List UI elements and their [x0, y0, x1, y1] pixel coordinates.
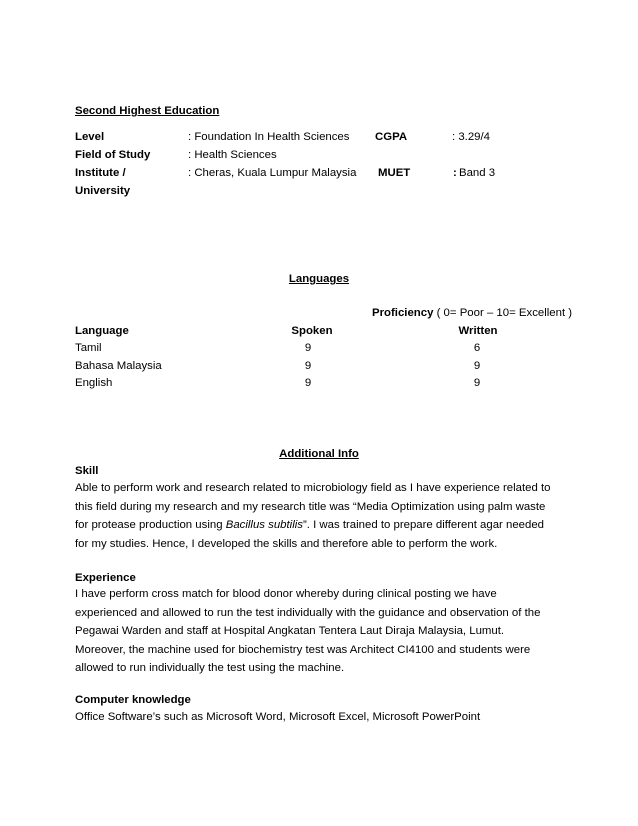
lang-row-spoken: 9 — [304, 377, 312, 389]
lang-row-spoken: 9 — [304, 360, 312, 372]
institute-value: : Cheras, Kuala Lumpur Malaysia — [188, 167, 357, 179]
cgpa-label: CGPA — [375, 131, 408, 143]
experience-line: allowed to run individually the test using the machine. — [75, 662, 345, 675]
skill-line: for my studies. Hence, I developed the skills and therefore able to perform the work. — [75, 537, 498, 550]
col-language: Language — [75, 325, 129, 337]
level-label: Level — [75, 131, 105, 143]
proficiency-note — [372, 306, 572, 320]
skill-paragraph — [75, 479, 565, 553]
col-spoken: Spoken — [291, 325, 333, 337]
skill-line: Able to perform work and research related to microbiology field as I have experience related to — [75, 482, 551, 494]
skill-line — [75, 516, 565, 535]
lang-row-name: English — [75, 377, 113, 389]
lang-row-name: Bahasa Malaysia — [75, 360, 162, 372]
experience-line: experienced and allowed to run the test individually with the guidance and observation of the — [75, 606, 541, 619]
lang-row-spoken: 9 — [304, 342, 312, 354]
lang-row-name: Tamil — [75, 342, 102, 354]
level-value: : Foundation In Health Sciences — [188, 131, 350, 143]
lang-row-written: 6 — [473, 342, 481, 354]
experience-line: I have perform cross match for blood donor whereby during clinical posting we have — [75, 588, 497, 600]
cgpa-value: : 3.29/4 — [452, 131, 490, 143]
skill-text: ”. I was trained to prepare different agar needed — [302, 519, 544, 532]
experience-paragraph — [75, 585, 565, 678]
proficiency-scale: ( 0= Poor – 10= Excellent ) — [436, 307, 573, 319]
muet-label: MUET — [378, 167, 411, 179]
species-name: Bacillus subtilis — [225, 519, 303, 532]
lang-row-written: 9 — [473, 377, 481, 389]
field-value: : Health Sciences — [188, 149, 277, 161]
skill-line: this field during my research and my research title was “Media Optimization using palm waste — [75, 500, 546, 513]
experience-heading: Experience — [75, 572, 136, 584]
lang-row-written: 9 — [473, 360, 481, 372]
section-heading-additional: Additional Info — [279, 448, 359, 460]
field-label: Field of Study — [75, 149, 151, 161]
computer-heading: Computer knowledge — [75, 694, 191, 706]
section-heading-languages: Languages — [288, 273, 350, 285]
section-heading-education: Second Highest Education — [75, 105, 220, 117]
skill-heading: Skill — [75, 465, 99, 477]
computer-line: Office Software’s such as Microsoft Word, Microsoft Excel, Microsoft PowerPoint — [75, 711, 481, 723]
proficiency-label: Proficiency — [372, 307, 434, 319]
experience-line: Pegawai Warden and staff at Hospital Angkatan Tentera Laut Diraja Malaysia, Lumut. — [75, 625, 505, 638]
institute-label: Institute / — [75, 167, 126, 179]
university-label: University — [75, 185, 131, 197]
muet-colon: : — [453, 167, 457, 179]
experience-line: Moreover, the machine used for biochemistry test was Architect CI4100 and students were — [75, 643, 531, 656]
col-written: Written — [458, 325, 498, 337]
skill-text: for protease production using — [75, 519, 226, 532]
computer-paragraph — [75, 708, 565, 727]
muet-value: Band 3 — [459, 167, 496, 179]
